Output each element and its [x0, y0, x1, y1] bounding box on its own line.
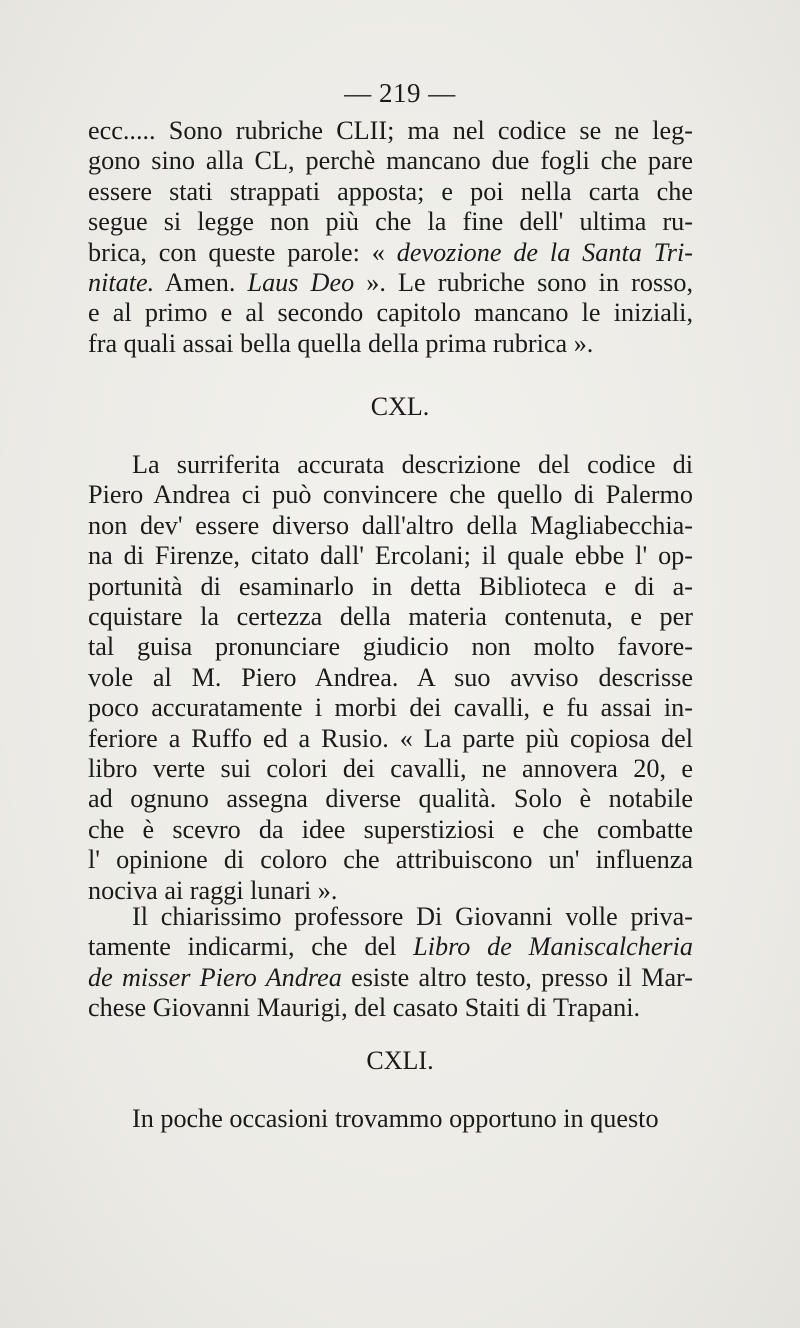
- text-line: vole al M. Piero Andrea. A suo avviso descrisse: [88, 662, 693, 692]
- text-line: na di Firenze, citato dall' Ercolani; il quale ebbe l' op-: [88, 541, 693, 571]
- text-line: nitate. Amen. Laus Deo ». Le rubriche sono in rosso,: [88, 268, 693, 298]
- text-line: e al primo e al secondo capitolo mancano le iniziali,: [88, 298, 693, 328]
- paragraph-4: [88, 1104, 693, 1134]
- section-heading-cxl: CXL.: [370, 392, 430, 421]
- text-line: La surriferita accurata descrizione del codice di: [132, 450, 693, 479]
- text-line: essere stati strappati apposta; e poi nella carta che: [88, 176, 693, 206]
- text-line: de misser Piero Andrea esiste altro testo, presso il Mar-: [88, 962, 693, 992]
- text-line: segue si legge non più che la fine dell' ultima ru-: [88, 207, 693, 237]
- text-line: gono sino alla CL, perchè mancano due fogli che pare: [88, 146, 693, 176]
- text-line: l' opinione di coloro che attribuiscono un' influenza: [88, 845, 693, 875]
- text-line: brica, con queste parole: « devozione de la Santa Tri-: [88, 237, 693, 267]
- paragraph-3: [88, 902, 693, 1024]
- text-line: tamente indicarmi, che del Libro de Maniscalcheria: [88, 932, 693, 962]
- paragraph-1: [88, 116, 693, 359]
- text-line: Piero Andrea ci può convincere che quello di Palermo: [88, 480, 693, 510]
- text-line: poco accuratamente i morbi dei cavalli, e fu assai in-: [88, 693, 693, 723]
- text-line: In poche occasioni trovammo opportuno in questo: [132, 1104, 659, 1133]
- text-line: tal guisa pronunciare giudicio non molto favore-: [88, 632, 693, 662]
- section-heading-cxli: CXLI.: [366, 1046, 434, 1075]
- text-line: chese Giovanni Maurigi, del casato Staiti di Trapani.: [88, 993, 641, 1023]
- paragraph-2: [88, 450, 693, 906]
- text-line: cquistare la certezza della materia contenuta, e per: [88, 602, 693, 632]
- text-line: nociva ai raggi lunari ».: [88, 875, 338, 905]
- text-line: fra quali assai bella quella della prima rubrica ».: [88, 328, 594, 358]
- text-line: libro verte sui colori dei cavalli, ne annovera 20, e: [88, 754, 693, 784]
- text-line: ecc..... Sono rubriche CLII; ma nel codice se ne leg-: [88, 116, 693, 145]
- text-line: che è scevro da idee superstiziosi e che combatte: [88, 814, 693, 844]
- text-line: feriore a Ruffo ed a Rusio. « La parte più copiosa del: [88, 723, 693, 753]
- text-line: Il chiarissimo professore Di Giovanni volle priva-: [132, 902, 693, 931]
- text-line: non dev' essere diverso dall'altro della Magliabecchia-: [88, 510, 693, 540]
- text-line: ad ognuno assegna diverse qualità. Solo è notabile: [88, 784, 693, 814]
- page-number: — 219 —: [344, 78, 456, 108]
- text-line: portunità di esaminarlo in detta Biblioteca e di a-: [88, 571, 693, 601]
